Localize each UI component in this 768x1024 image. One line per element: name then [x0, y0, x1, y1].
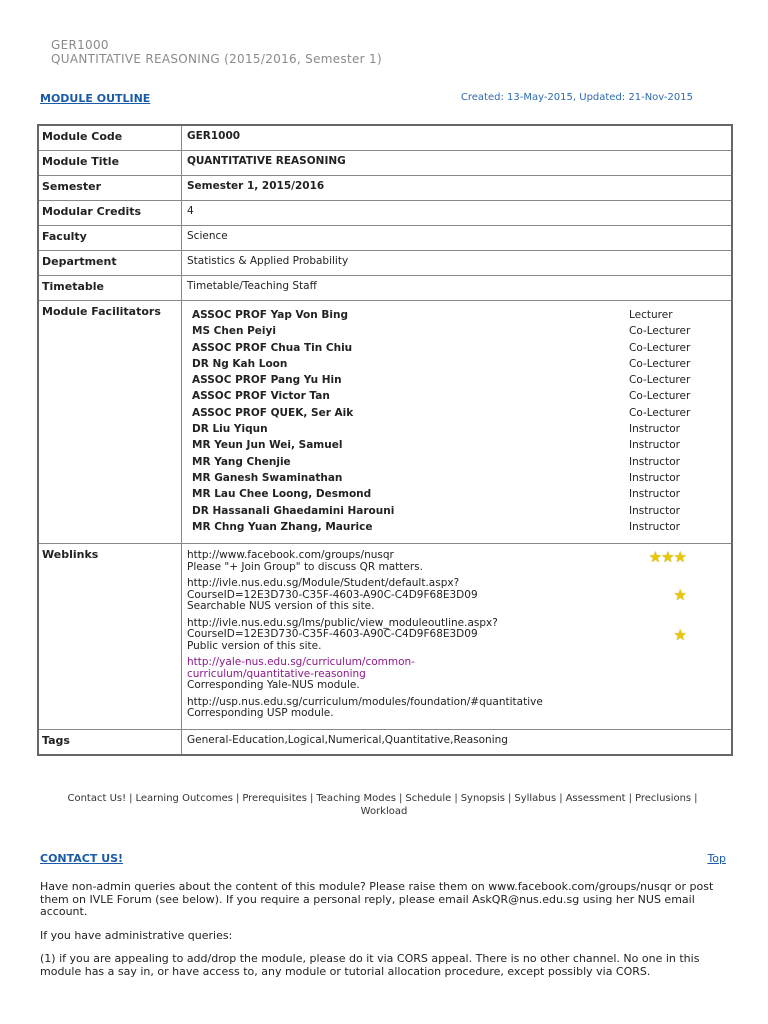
facilitator-role: Co-Lecturer — [629, 390, 691, 403]
facilitator-row — [187, 325, 726, 341]
faculty-value: Science — [182, 226, 733, 251]
facilitator-name: ASSOC PROF Yap Von Bing — [192, 309, 348, 321]
tags-label: Tags — [38, 729, 182, 755]
facilitator-name: MR Lau Chee Loong, Desmond — [192, 488, 372, 501]
weblink-description: Please "+ Join Group" to discuss QR matters. — [187, 560, 423, 573]
timetable-value[interactable]: Timetable/Teaching Staff — [182, 276, 733, 301]
weblink-url-line1: http://ivle.nus.edu.sg/lms/public/view_moduleoutline.aspx? — [187, 616, 498, 629]
facilitator-row — [187, 374, 726, 390]
module-title-value: QUANTITATIVE REASONING — [182, 151, 733, 176]
weblink-item — [187, 578, 726, 613]
nav-link[interactable]: Assessment — [565, 793, 626, 804]
nav-separator: | — [399, 793, 403, 804]
facilitator-row — [187, 358, 726, 374]
weblink-url[interactable] — [187, 696, 543, 708]
top-link[interactable]: Top — [707, 852, 726, 865]
facilitator-name: ASSOC PROF Victor Tan — [192, 390, 330, 403]
weblink-url[interactable] — [187, 549, 394, 561]
weblink-url[interactable] — [187, 656, 415, 680]
department-label: Department — [38, 251, 182, 276]
created-updated-info: Created: 13-May-2015, Updated: 21-Nov-2015 — [460, 92, 693, 103]
weblink-description: Public version of this site. — [187, 639, 322, 652]
weblink-url[interactable] — [187, 617, 498, 641]
module-outline-link[interactable]: MODULE OUTLINE — [40, 92, 151, 105]
weblink-item — [187, 618, 726, 653]
facilitators-label: Module Facilitators — [38, 301, 182, 544]
facilitator-row — [187, 390, 726, 406]
facilitator-row — [187, 407, 726, 423]
facilitator-role: Co-Lecturer — [629, 341, 691, 354]
semester-label: Semester — [38, 176, 182, 201]
facilitator-name: ASSOC PROF Pang Yu Hin — [192, 374, 342, 387]
facilitator-role: Instructor — [629, 504, 680, 517]
facilitator-role: Co-Lecturer — [629, 406, 691, 419]
facilitator-row — [187, 472, 726, 488]
faculty-label: Faculty — [38, 226, 182, 251]
facilitator-role: Instructor — [629, 439, 680, 452]
rating-star-icon: ★★★ — [648, 548, 686, 567]
facilitator-row — [187, 521, 726, 537]
module-title-label: Module Title — [38, 151, 182, 176]
nav-separator: | — [628, 793, 632, 804]
facilitator-row — [187, 423, 726, 439]
nav-link[interactable]: Synopsis — [460, 793, 505, 804]
weblink-url-line1: http://www.facebook.com/groups/nusqr — [187, 549, 394, 562]
facilitator-name: MR Chng Yuan Zhang, Maurice — [192, 520, 373, 533]
tags-value: General-Education,Logical,Numerical,Quantitative,Reasoning — [182, 729, 733, 755]
facilitator-row — [187, 309, 726, 325]
facilitator-role: Instructor — [629, 455, 680, 468]
module-code-label: Module Code — [38, 125, 182, 151]
facilitator-role: Instructor — [629, 520, 680, 533]
contact-us-heading[interactable]: CONTACT US! — [40, 852, 124, 865]
facilitator-row — [187, 505, 726, 521]
section-nav-bar — [40, 792, 728, 818]
facilitator-name: DR Hassanali Ghaedamini Harouni — [192, 504, 395, 517]
weblinks-list — [182, 544, 731, 729]
contact-paragraph-3: (1) if you are appealing to add/drop the module, please do it via CORS appeal. There is no other channel. No one in this module has a say in, or have access to, any module or tutorial allocation procedure, except possibly via CORS. — [40, 952, 700, 978]
weblink-url-line1: http://yale-nus.edu.sg/curriculum/common- — [187, 656, 415, 669]
weblink-item — [187, 657, 726, 692]
nav-separator: | — [129, 793, 133, 804]
module-info-table — [37, 124, 733, 756]
weblink-description: Searchable NUS version of this site. — [187, 600, 375, 613]
weblink-description: Corresponding Yale-NUS module. — [187, 679, 360, 692]
weblinks-label: Weblinks — [38, 544, 182, 730]
facilitator-role: Instructor — [629, 488, 680, 501]
weblink-url-line1: http://ivle.nus.edu.sg/Module/Student/default.aspx? — [187, 577, 460, 590]
rating-star-icon: ★ — [673, 625, 686, 644]
semester-value: Semester 1, 2015/2016 — [182, 176, 733, 201]
nav-separator: | — [507, 793, 512, 804]
facilitator-row — [187, 439, 726, 455]
nav-separator: | — [310, 793, 314, 804]
nav-separator: | — [694, 793, 698, 804]
facilitator-row — [187, 456, 726, 472]
facilitator-name: DR Ng Kah Loon — [192, 357, 288, 370]
nav-link[interactable]: Contact Us! — [67, 793, 127, 804]
department-value: Statistics & Applied Probability — [182, 251, 733, 276]
nav-link[interactable]: Preclusions — [634, 793, 692, 804]
weblink-url-line2: CourseID=12E3D730-C35F-4603-A90C-C4D9F68E3D09 — [187, 628, 478, 641]
facilitator-name: ASSOC PROF Chua Tin Chiu — [192, 341, 353, 354]
facilitator-name: ASSOC PROF QUEK, Ser Aik — [192, 406, 354, 419]
weblink-url-line1: http://usp.nus.edu.sg/curriculum/modules/foundation/#quantitative — [187, 695, 543, 708]
credits-label: Modular Credits — [38, 201, 182, 226]
nav-separator: | — [454, 793, 458, 804]
nav-link[interactable]: Schedule — [405, 793, 452, 804]
rating-star-icon: ★ — [673, 586, 686, 605]
facilitator-name: MS Chen Peiyi — [192, 325, 276, 338]
module-code-value: GER1000 — [182, 125, 733, 151]
weblink-url-line2: curriculum/quantitative-reasoning — [187, 667, 366, 680]
facilitator-role: Co-Lecturer — [629, 374, 691, 387]
credits-value: 4 — [182, 201, 733, 226]
contact-paragraph-1: Have non-admin queries about the content of this module? Please raise them on www.facebook.com/groups/nusqr or post them on IVLE Forum (see below). If you require a personal reply, please email AskQR@nus.edu.sg using her NUS email account. — [40, 880, 714, 918]
weblink-url[interactable] — [187, 577, 478, 601]
facilitator-name: MR Ganesh Swaminathan — [192, 471, 343, 484]
module-title-heading: QUANTITATIVE REASONING (2015/2016, Semester 1) — [51, 52, 382, 66]
weblink-item — [187, 550, 726, 573]
facilitator-name: MR Yang Chenjie — [192, 455, 291, 468]
facilitator-name: DR Liu Yiqun — [192, 423, 268, 436]
nav-link[interactable]: Learning Outcomes — [135, 793, 233, 804]
weblink-url-line2: CourseID=12E3D730-C35F-4603-A90C-C4D9F68E3D09 — [187, 588, 478, 601]
contact-paragraph-2: If you have administrative queries: — [40, 929, 233, 942]
facilitator-name: MR Yeun Jun Wei, Samuel — [192, 439, 343, 452]
page-header — [51, 38, 382, 66]
facilitator-role: Lecturer — [629, 309, 673, 321]
facilitator-role: Co-Lecturer — [629, 357, 691, 370]
facilitator-row — [187, 342, 726, 358]
facilitator-role: Co-Lecturer — [629, 325, 691, 338]
nav-link[interactable]: Teaching Modes — [316, 793, 396, 804]
module-code-heading: GER1000 — [51, 38, 109, 52]
weblink-description: Corresponding USP module. — [187, 707, 334, 720]
nav-link[interactable]: Workload — [360, 806, 408, 817]
nav-separator: | — [559, 793, 563, 804]
facilitator-role: Instructor — [629, 471, 680, 484]
nav-separator: | — [235, 793, 240, 804]
facilitator-role: Instructor — [629, 423, 680, 436]
facilitator-row — [187, 488, 726, 504]
facilitators-list — [187, 309, 726, 537]
timetable-label: Timetable — [38, 276, 182, 301]
nav-link[interactable]: Prerequisites — [242, 793, 307, 804]
nav-link[interactable]: Syllabus — [514, 793, 557, 804]
weblink-item — [187, 697, 726, 720]
